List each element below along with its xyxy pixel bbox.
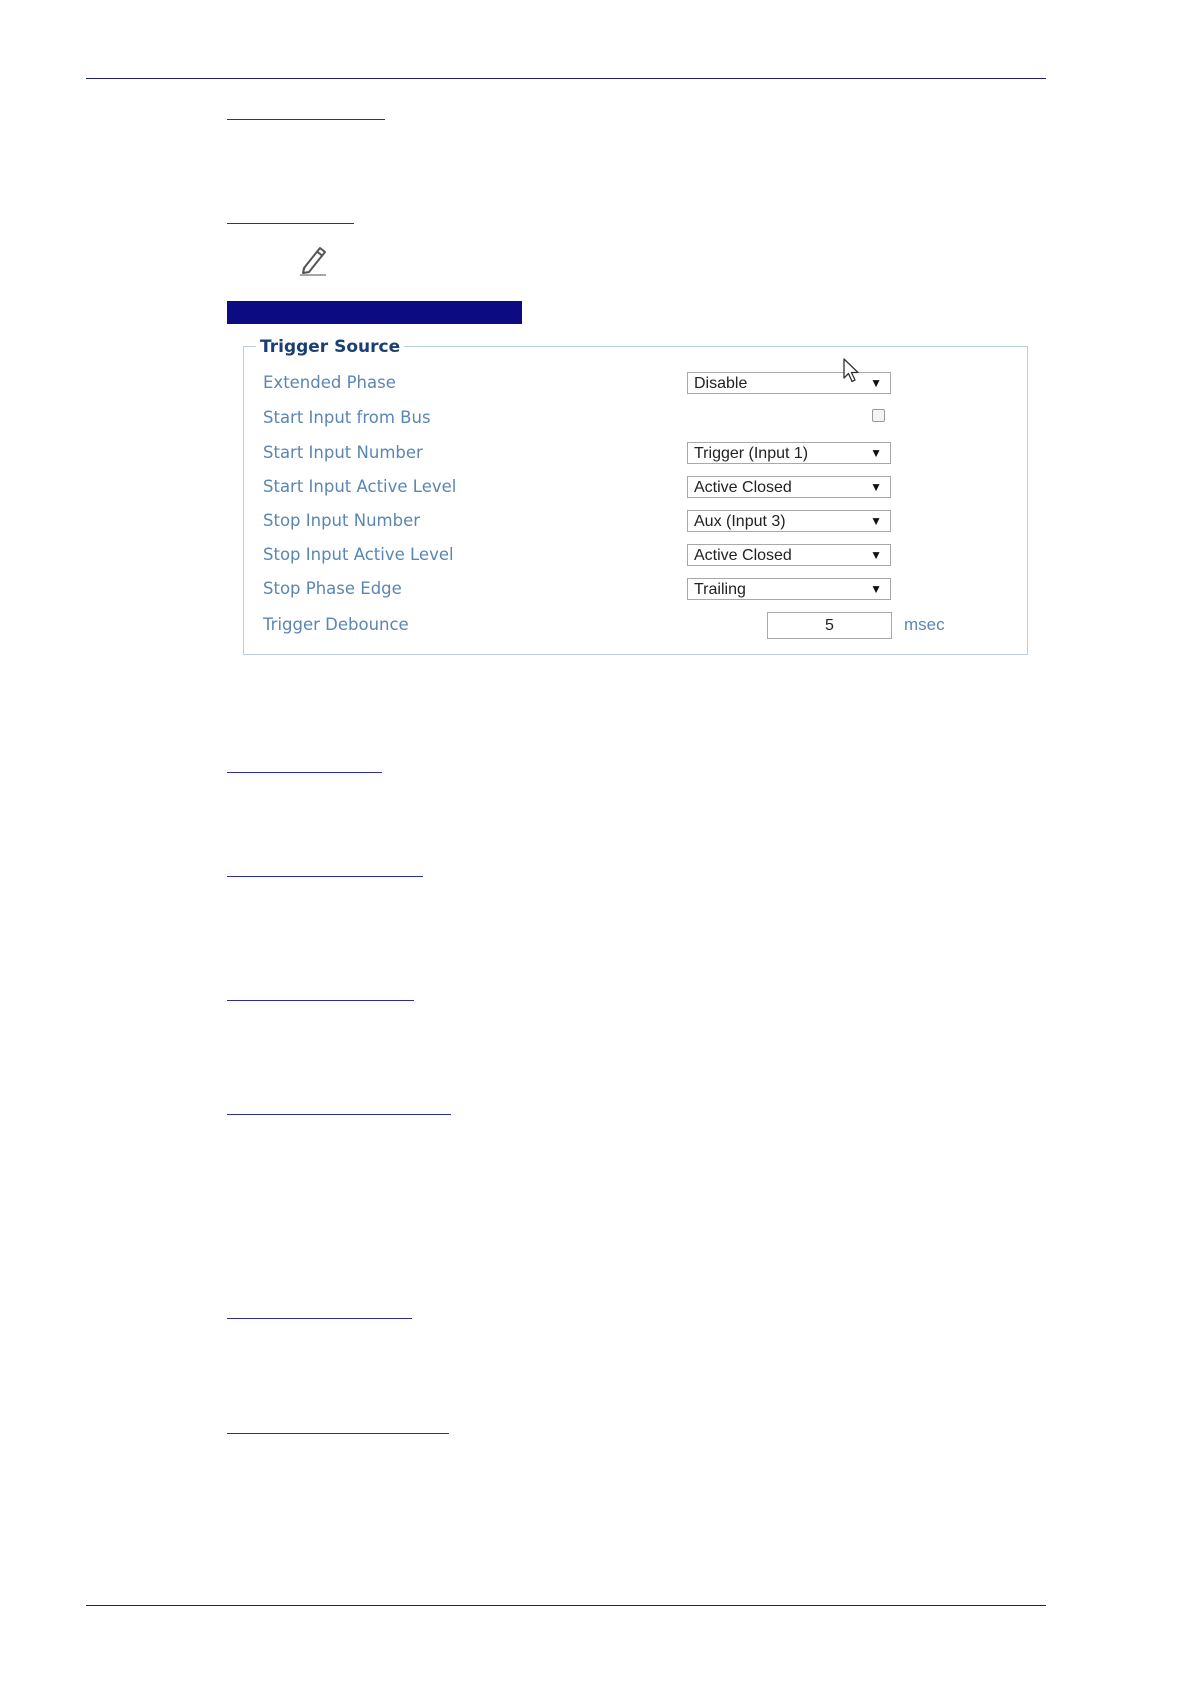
select-value: Disable [694,375,748,392]
dropdown-arrow-icon: ▼ [870,514,882,528]
stop-input-number-select[interactable] [687,510,891,532]
select-value: Trailing [694,581,746,598]
link-underline[interactable] [227,119,385,120]
footer-rule [86,1605,1046,1606]
panel-legend: Trigger Source [256,336,404,358]
link-underline[interactable] [227,772,382,773]
section-bar [227,301,522,324]
stop-phase-edge-select[interactable] [687,578,891,600]
link-underline[interactable] [227,1318,412,1319]
start-input-from-bus-label: Start Input from Bus [263,408,431,427]
select-value: Active Closed [694,547,792,564]
mouse-pointer-icon [842,358,862,384]
select-value: Aux (Input 3) [694,513,786,530]
stop-input-number-label: Stop Input Number [263,511,421,530]
trigger-debounce-label: Trigger Debounce [263,615,409,634]
stop-phase-edge-label: Stop Phase Edge [263,579,402,598]
select-value: Active Closed [694,479,792,496]
extended-phase-label: Extended Phase [263,373,396,392]
link-underline[interactable] [227,1433,449,1434]
link-underline[interactable] [227,223,354,224]
dropdown-arrow-icon: ▼ [870,548,882,562]
trigger-debounce-unit: msec [904,615,945,634]
start-input-active-level-select[interactable] [687,476,891,498]
dropdown-arrow-icon: ▼ [870,446,882,460]
header-rule [86,78,1046,79]
link-underline[interactable] [227,1114,451,1115]
start-input-active-level-label: Start Input Active Level [263,477,457,496]
dropdown-arrow-icon: ▼ [870,480,882,494]
dropdown-arrow-icon: ▼ [870,376,882,390]
trigger-debounce-input[interactable]: 5 [767,612,892,639]
start-input-number-select[interactable] [687,442,891,464]
stop-input-active-level-select[interactable] [687,544,891,566]
link-underline[interactable] [227,1000,414,1001]
link-underline[interactable] [227,876,423,877]
start-input-number-label: Start Input Number [263,443,423,462]
dropdown-arrow-icon: ▼ [870,582,882,596]
stop-input-active-level-label: Stop Input Active Level [263,545,454,564]
start-input-from-bus-checkbox[interactable] [872,409,885,422]
pencil-icon [296,242,330,276]
select-value: Trigger (Input 1) [694,445,809,462]
